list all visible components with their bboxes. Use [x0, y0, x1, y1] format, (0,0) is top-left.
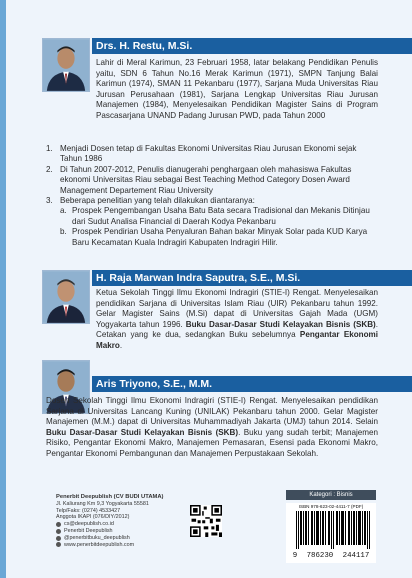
list-item: 1. Menjadi Dosen tetap di Fakultas Ekonomi Universitas Riau Jurusan Ekonomi sejak Tahun 1986 — [46, 144, 357, 164]
contact-website: www.penerbitdeepublish.com — [56, 542, 186, 549]
author-bio-aris: Dosen Sekolah Tinggi Ilmu Ekonomi Indragiri (STIE-I) Rengat. Menyelesaikan pendidikan Sarjana di Universitas Lancang Kuning (UNILAK) Pekanbaru tahun 2000. Gelar Magister Manajemen (M.M.) dapat di Universitas Muhammadiyah Jakarta (UMJ) tahun 2014. Selain Buku Dasar-Dasar Studi Kelayakan Bisnis (SKB). Buku yang sudah terbit; Manajemen Risiko, Pengantar Ekonomi Makro, Manajemen Pemasaran, Esensi pada Ekonomi Makro, Pengantar Ekonomi Pembangunan dan Manajemen Perpustakaan Sekolah. — [46, 396, 379, 458]
isbn-label: ISBN 978-623-02-4411-7 (PDF) — [298, 504, 364, 509]
author-bio-restu: Lahir di Meral Karimun, 23 Februari 1958, latar belakang Pendidikan Penulis yaitu, SDN 6 Tahun No.16 Merak Karimun (1971), SMPN Tanjung Balai Karimun (1974), SMAN 11 Pekanbaru (1977), Sarjana Muda Universitas Riau Jurusan Perusahaan (1981), Sarjana Lengkap Universitas Riau Jurusan Manajemen (1984), Menyelesaikan Pendidikan Magister Sains di Program Pascasarjana UNAND Padang Jurusan PWD, pada Tahun 2000 — [96, 58, 378, 120]
list-item: 2. Di Tahun 2007-2012, Penulis dianugerahi penghargaan oleh mahasiswa Fakultas ekonomi Universitas Riau sebagai Best Teaching Method Category Dosen Award Management Departement Riau University — [46, 164, 352, 195]
author-name-restu: Drs. H. Restu, M.Si. — [92, 38, 412, 54]
instagram-icon — [56, 536, 61, 541]
publisher-member: Anggota IKAPI (076/DIY/2012) — [56, 514, 130, 521]
achievement-list — [46, 144, 378, 248]
list-item: b. Prospek Pendirian Usaha Penyaluran Bahan bakar Minyak Solar pada KUD Karya Baru Kecamatan Kuala Indragiri Kabupaten Indragiri Hilir. — [60, 227, 368, 247]
isbn-digits: 9 786230 244117 — [292, 552, 370, 560]
isbn-barcode — [286, 503, 376, 563]
author-name-marwan: H. Raja Marwan Indra Saputra, S.E., M.Si. — [92, 270, 412, 286]
publisher-address: Jl. Kaliurang Km 9,3 Yogyakarta 55581 — [56, 500, 149, 507]
globe-icon — [56, 542, 61, 547]
side-stripe — [0, 0, 6, 578]
author-photo-restu — [42, 38, 90, 92]
author-name-aris: Aris Triyono, S.E., M.M. — [92, 376, 412, 392]
author-photo-marwan — [42, 270, 90, 324]
list-item: 3. Beberapa penelitian yang telah dilakukan diantaranya: a. Prospek Pengembangan Usaha Batu Bata secara Tradisional dan Mekanis Ditinjau dari Sudut Analisa Financial di Daerah Kodya Pekanbaru b. Prospek Pendirian Usaha Penyaluran Bahan bakar Minyak Solar pada KUD Karya Baru Kecamatan Kuala Indragiri Kabupaten Indragiri Hilir. — [46, 196, 378, 248]
qr-code — [190, 505, 222, 537]
barcode-bars — [296, 511, 370, 549]
publisher-phone: Telp/Faks: (0274) 4533427 — [56, 507, 121, 514]
publisher-name: Penerbit Deepublish (CV BUDI UTAMA) — [56, 494, 164, 500]
author-bio-marwan: Ketua Sekolah Tinggi Ilmu Ekonomi Indragiri (STIE-I) Rengat. Menyelesaikan pendidikan Sarjana di Universitas Islam Riau (UIR) Pekanbaru tahun 1992. Gelar Magister Sains (M.Si) dapat di Universitas Gajah Mada (UGM) Yogyakarta tahun 1996. Buku Dasar-Dasar Studi Kelayakan Bisnis (SKB). Cetakan yang ke dua, sedangkan Buku sebelumnya Pengantar Ekonomi Makro. — [96, 288, 378, 350]
email-icon — [56, 522, 61, 527]
list-item: a. Prospek Pengembangan Usaha Batu Bata secara Tradisional dan Mekanis Ditinjau dari Sudut Analisa Financial di Daerah Kodya Pekanbaru — [60, 206, 370, 226]
contact-email: cs@deepublish.co.id — [56, 521, 186, 528]
contact-facebook: Penerbit Deepublish — [56, 528, 186, 535]
contact-instagram: @penerbitbuku_deepublish — [56, 535, 186, 542]
facebook-icon — [56, 529, 61, 534]
publisher-info — [56, 494, 186, 548]
category-badge: Kategori : Bisnis — [286, 490, 376, 500]
